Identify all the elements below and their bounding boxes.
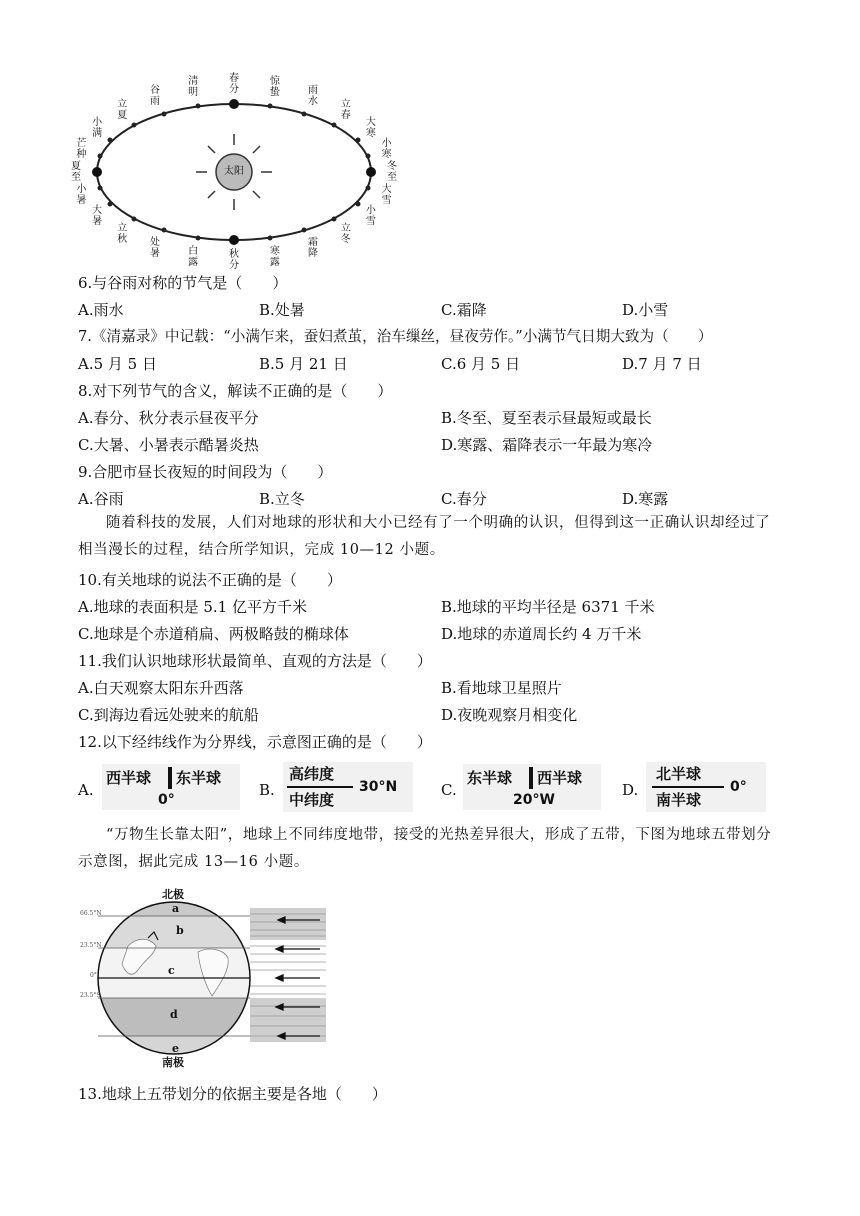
question-12-stem: 12.以下经纬线作为分界线，示意图正确的是（ ） bbox=[78, 733, 432, 751]
five-zones-figure bbox=[78, 886, 328, 1068]
zone-label-b: b bbox=[176, 924, 184, 937]
q10-option-a[interactable]: A.地球的表面积是 5.1 亿平方千米 bbox=[78, 598, 307, 616]
q12-option-c[interactable] bbox=[441, 762, 611, 818]
solar-term-label: 芒 种 bbox=[76, 138, 87, 161]
solar-term-label: 秋 分 bbox=[229, 249, 239, 271]
q12-letter-b: B. bbox=[259, 781, 275, 799]
q12-a-divider bbox=[168, 767, 172, 789]
question-13-stem: 13.地球上五带划分的依据主要是各地（ ） bbox=[78, 1085, 387, 1103]
q10-option-c[interactable]: C.地球是个赤道稍扁、两极略鼓的椭球体 bbox=[78, 625, 349, 643]
solar-term-label: 大 雪 bbox=[381, 183, 392, 206]
q12-a-left: 西半球 bbox=[106, 769, 152, 787]
spring-equinox-dot bbox=[229, 99, 239, 109]
winter-solstice-dot bbox=[366, 167, 376, 177]
solar-term-label: 春 分 bbox=[229, 73, 239, 95]
q6-option-c[interactable]: C.霜降 bbox=[441, 301, 487, 319]
q12-option-a[interactable] bbox=[78, 762, 248, 818]
lat-label-0: 0° bbox=[90, 972, 97, 979]
q12-b-value: 30°N bbox=[359, 779, 398, 795]
zone-label-e: e bbox=[172, 1042, 179, 1055]
q12-d-top: 北半球 bbox=[656, 765, 702, 783]
summer-solstice-dot bbox=[92, 167, 102, 177]
q11-option-b[interactable]: B.看地球卫星照片 bbox=[441, 679, 562, 697]
q12-c-left: 东半球 bbox=[467, 769, 513, 787]
q12-a-right: 东半球 bbox=[176, 769, 222, 787]
solar-term-label: 立 夏 bbox=[117, 98, 128, 121]
q12-b-top: 高纬度 bbox=[289, 765, 335, 783]
q12-c-value: 20°W bbox=[513, 792, 555, 808]
zone-label-a: a bbox=[172, 902, 180, 915]
q12-option-d[interactable] bbox=[622, 762, 772, 818]
passage-intro-10-12: 随着科技的发展，人们对地球的形状和大小已经有了一个明确的认识，但得到这一正确认识却经过了相当漫长的过程，结合所学知识，完成 10—12 小题。 bbox=[78, 515, 771, 558]
q10-option-d[interactable]: D.地球的赤道周长约 4 万千米 bbox=[441, 625, 642, 643]
q8-option-c[interactable]: C.大暑、小暑表示酷暑炎热 bbox=[78, 436, 259, 454]
q9-option-c[interactable]: C.春分 bbox=[441, 490, 487, 508]
q6-option-a[interactable]: A.雨水 bbox=[78, 301, 124, 319]
q6-option-d[interactable]: D.小雪 bbox=[622, 301, 669, 319]
q12-c-diagram bbox=[463, 764, 601, 810]
q12-b-rule bbox=[287, 786, 353, 788]
q12-d-rule bbox=[652, 786, 724, 788]
q12-letter-a: A. bbox=[78, 781, 94, 799]
lat-label-23s: 23.5°S bbox=[80, 992, 101, 999]
solar-term-label: 大 暑 bbox=[92, 205, 103, 227]
solar-term-label: 夏 至 bbox=[71, 161, 81, 183]
q12-letter-c: C. bbox=[441, 781, 457, 799]
solar-term-label: 小 暑 bbox=[76, 183, 87, 206]
q12-c-right: 西半球 bbox=[537, 769, 583, 787]
q12-d-value: 0° bbox=[730, 779, 747, 795]
question-8-stem: 8.对下列节气的含义，解读不正确的是（ ） bbox=[78, 382, 393, 400]
north-pole-label: 北极 bbox=[162, 888, 184, 901]
solar-term-label: 大 寒 bbox=[365, 117, 376, 139]
solar-term-label: 白 露 bbox=[188, 246, 199, 268]
autumn-equinox-dot bbox=[229, 235, 239, 245]
question-11-stem: 11.我们认识地球形状最简单、直观的方法是（ ） bbox=[78, 652, 432, 670]
solar-term-label: 小 雪 bbox=[365, 205, 376, 227]
solar-term-label: 霜 降 bbox=[308, 237, 318, 260]
q12-a-diagram bbox=[102, 764, 240, 810]
solar-term-label: 冬 至 bbox=[387, 161, 397, 183]
solar-term-label: 立 春 bbox=[340, 98, 351, 121]
q12-b-diagram bbox=[283, 762, 413, 812]
q12-letter-d: D. bbox=[622, 781, 639, 799]
solar-term-label: 处 暑 bbox=[150, 237, 160, 260]
solar-term-label: 谷 雨 bbox=[150, 84, 160, 107]
south-pole-label: 南极 bbox=[162, 1056, 184, 1069]
q11-option-d[interactable]: D.夜晚观察月相变化 bbox=[441, 706, 578, 724]
q12-a-value: 0° bbox=[158, 792, 175, 808]
solar-terms-orbit-figure bbox=[71, 70, 397, 271]
q9-option-a[interactable]: A.谷雨 bbox=[78, 490, 124, 508]
q8-option-d[interactable]: D.寒露、霜降表示一年最为寒冷 bbox=[441, 436, 653, 454]
q11-option-a[interactable]: A.白天观察太阳东升西落 bbox=[78, 679, 244, 697]
q8-option-a[interactable]: A.春分、秋分表示昼夜平分 bbox=[78, 409, 259, 427]
q8-option-b[interactable]: B.冬至、夏至表示昼最短或最长 bbox=[441, 409, 652, 427]
zone-label-c: c bbox=[168, 964, 175, 977]
q6-option-b[interactable]: B.处暑 bbox=[259, 301, 305, 319]
q7-option-a[interactable]: A.5 月 5 日 bbox=[78, 355, 157, 373]
q9-option-b[interactable]: B.立冬 bbox=[259, 490, 305, 508]
question-6-stem: 6.与谷雨对称的节气是（ ） bbox=[78, 274, 288, 292]
q7-option-c[interactable]: C.6 月 5 日 bbox=[441, 355, 521, 373]
sun-label: 太阳 bbox=[224, 166, 244, 177]
lat-label-23n: 23.5°N bbox=[80, 942, 102, 949]
q11-option-c[interactable]: C.到海边看远处驶来的航船 bbox=[78, 706, 259, 724]
passage-intro-13-16: “万物生长靠太阳”，地球上不同纬度地带，接受的光热差异很大，形成了五带，下图为地球五带划分示意图，据此完成 13—16 小题。 bbox=[78, 827, 772, 870]
q12-c-divider bbox=[529, 767, 533, 789]
q7-option-d[interactable]: D.7 月 7 日 bbox=[622, 355, 702, 373]
solar-term-label: 寒 露 bbox=[269, 246, 280, 268]
solar-term-label: 清 明 bbox=[188, 75, 199, 98]
question-7-stem: 7.《清嘉录》中记载：“小满乍来，蚕妇煮茧，治车缫丝，昼夜劳作。”小满节气日期大致为（ ） bbox=[78, 328, 713, 345]
q12-d-bottom: 南半球 bbox=[656, 791, 702, 809]
solar-term-label: 惊 蛰 bbox=[269, 75, 280, 98]
question-10-stem: 10.有关地球的说法不正确的是（ ） bbox=[78, 571, 342, 589]
solar-term-label: 小 满 bbox=[92, 117, 103, 139]
q9-option-d[interactable]: D.寒露 bbox=[622, 490, 669, 508]
q12-option-b[interactable] bbox=[259, 762, 429, 818]
question-9-stem: 9.合肥市昼长夜短的时间段为（ ） bbox=[78, 463, 333, 481]
zone-label-d: d bbox=[170, 1008, 178, 1021]
lat-label-66n: 66.5°N bbox=[80, 910, 102, 917]
q10-option-b[interactable]: B.地球的平均半径是 6371 千米 bbox=[441, 598, 655, 616]
solar-term-label: 立 秋 bbox=[117, 223, 128, 246]
earth-zones-diagram bbox=[78, 886, 328, 1068]
q7-option-b[interactable]: B.5 月 21 日 bbox=[259, 355, 348, 373]
solar-term-label: 雨 水 bbox=[308, 84, 318, 107]
q12-b-bottom: 中纬度 bbox=[289, 791, 335, 809]
solar-term-label: 立 冬 bbox=[340, 223, 351, 246]
q12-d-diagram bbox=[646, 762, 766, 812]
solar-term-label: 小 寒 bbox=[381, 138, 392, 161]
